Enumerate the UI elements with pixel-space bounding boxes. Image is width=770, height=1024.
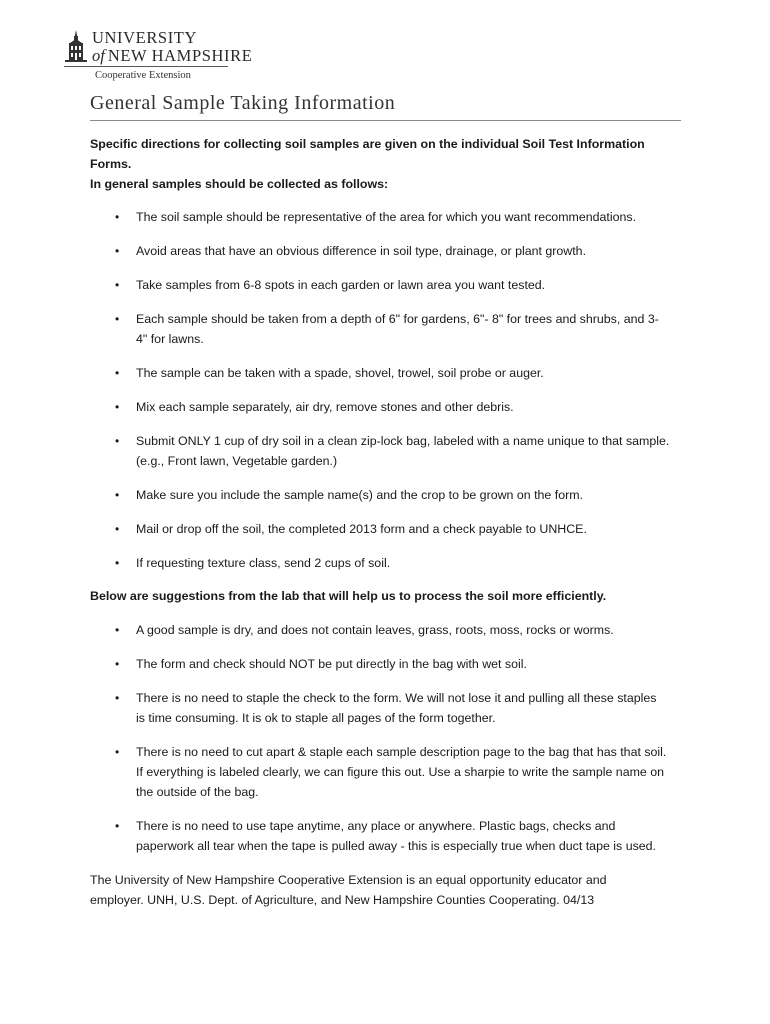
list-item <box>90 742 686 802</box>
intro-line-1: Specific directions for collecting soil samples are given on the individual Soil Test Information Forms. <box>90 137 645 171</box>
lab-suggestions-list <box>90 620 686 856</box>
list-item-text: Each sample should be taken from a depth of 6" for gardens, 6"- 8" for trees and shrubs, and 3- <box>136 312 659 326</box>
footer-line-2: employer. UNH, U.S. Dept. of Agriculture, and New Hampshire Counties Cooperating. 04/13 <box>90 893 595 907</box>
list-item-text: A good sample is dry, and does not contain leaves, grass, roots, moss, rocks or worms. <box>136 623 614 637</box>
list-item-text: Submit ONLY 1 cup of dry soil in a clean zip-lock bag, labeled with a name unique to that sample. <box>136 434 670 448</box>
lab-suggestions-heading: Below are suggestions from the lab that will help us to process the soil more efficiently. <box>90 589 607 603</box>
bullet-icon: • <box>115 522 120 536</box>
list-item <box>90 688 686 728</box>
bullet-icon: • <box>115 623 120 637</box>
intro-paragraph <box>90 134 686 194</box>
list-item <box>90 275 686 295</box>
list-item <box>90 207 686 227</box>
bullet-icon: • <box>115 366 120 380</box>
page-title: General Sample Taking Information <box>90 92 396 114</box>
bullet-icon: • <box>115 244 120 258</box>
list-item <box>90 431 686 471</box>
list-item-text: Take samples from 6-8 spots in each garden or lawn area you want tested. <box>136 278 546 292</box>
list-item <box>90 816 686 856</box>
list-item <box>90 309 686 349</box>
list-item <box>90 654 686 674</box>
logo-subtitle: Cooperative Extension <box>95 70 191 81</box>
list-item-text: Mail or drop off the soil, the completed 2013 form and a check payable to UNHCE. <box>136 522 587 536</box>
bullet-icon: • <box>115 745 120 759</box>
list-item-text: Avoid areas that have an obvious difference in soil type, drainage, or plant growth. <box>136 244 587 258</box>
list-item-text: There is no need to use tape anytime, any place or anywhere. Plastic bags, checks and <box>136 819 616 833</box>
list-item-text: The form and check should NOT be put directly in the bag with wet soil. <box>136 657 527 671</box>
list-item <box>90 519 686 539</box>
list-item-text: If everything is labeled clearly, we can figure this out. Use a sharpie to write the sample name on <box>136 765 665 779</box>
list-item-text: There is no need to cut apart & staple each sample description page to the bag that has that soil. <box>136 745 667 759</box>
document-body <box>90 134 686 910</box>
unh-logo <box>64 26 253 84</box>
logo-new-hampshire-text: NEW HAMPSHIRE <box>107 46 253 65</box>
equal-opportunity-statement <box>90 870 686 910</box>
bullet-icon: • <box>115 278 120 292</box>
list-item-text: The soil sample should be representative of the area for which you want recommendations. <box>136 210 637 224</box>
bullet-icon: • <box>115 210 120 224</box>
bullet-icon: • <box>115 488 120 502</box>
bullet-icon: • <box>115 400 120 414</box>
list-item-text: The sample can be taken with a spade, shovel, trowel, soil probe or auger. <box>136 366 544 380</box>
list-item-text: the outside of the bag. <box>136 785 259 799</box>
intro-line-2: In general samples should be collected as follows: <box>90 177 389 191</box>
list-item-text: Mix each sample separately, air dry, remove stones and other debris. <box>136 400 514 414</box>
logo-university-text: UNIVERSITY <box>92 28 197 47</box>
bullet-icon: • <box>115 657 120 671</box>
bullet-icon: • <box>115 819 120 833</box>
list-item-text: If requesting texture class, send 2 cups of soil. <box>136 556 391 570</box>
list-item <box>90 553 686 573</box>
bullet-icon: • <box>115 434 120 448</box>
list-item-text: 4" for lawns. <box>136 332 204 346</box>
list-item-text: There is no need to staple the check to the form. We will not lose it and pulling all these staples <box>136 691 657 705</box>
logo-name-line <box>92 46 252 66</box>
logo-of-text: of <box>92 46 105 65</box>
list-item <box>90 241 686 261</box>
footer-line-1: The University of New Hampshire Cooperative Extension is an equal opportunity educator and <box>90 873 607 887</box>
list-item-text: paperwork all tear when the tape is pulled away - this is especially true when duct tape is used. <box>136 839 657 853</box>
logo-divider <box>64 66 228 67</box>
list-item <box>90 363 686 383</box>
title-divider <box>90 120 681 121</box>
list-item-text: is time consuming. It is ok to staple all pages of the form together. <box>136 711 496 725</box>
building-tower-icon <box>64 30 88 64</box>
list-item <box>90 397 686 417</box>
bullet-icon: • <box>115 556 120 570</box>
bullet-icon: • <box>115 691 120 705</box>
collection-steps-list <box>90 207 686 573</box>
bullet-icon: • <box>115 312 120 326</box>
list-item-text: Make sure you include the sample name(s) and the crop to be grown on the form. <box>136 488 583 502</box>
list-item-text: (e.g., Front lawn, Vegetable garden.) <box>136 454 338 468</box>
list-item <box>90 485 686 505</box>
list-item <box>90 620 686 640</box>
